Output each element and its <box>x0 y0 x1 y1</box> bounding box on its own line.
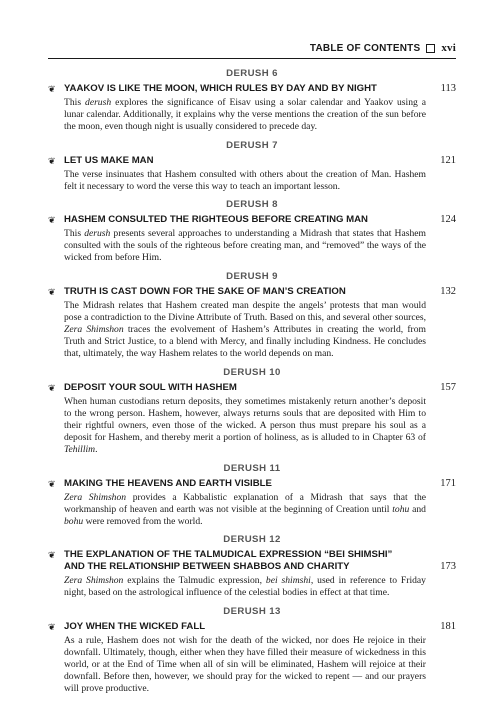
entry-title-line: DEPOSIT YOUR SOUL WITH HASHEM <box>64 381 237 393</box>
entry-title-line: TRUTH IS CAST DOWN FOR THE SAKE OF MAN’S CREATION <box>64 285 346 297</box>
entry-description: The verse insinuates that Hashem consulted with others about the creation of Man. Hashem felt it necessary to word the verse this way to teach an important lesson. <box>64 168 426 192</box>
derush-label: DERUSH 10 <box>223 366 281 378</box>
italic-term: derush <box>84 228 111 240</box>
entry-title-line: JOY WHEN THE WICKED FALL <box>64 620 206 632</box>
entry-description: When human custodians return deposits, they sometimes mistakenly return another’s deposit to the wrong person. Hashem, however, always returns souls that are deposited with Him to their rightful owners, even those of the wicked. A person thus must prepare his soul as a deposit for Hashem, and thereby merit a portion of holiness, as is alluded to in Chapter 63 of Tehillim. <box>64 395 426 456</box>
fleuron-icon: ❦ <box>48 286 56 297</box>
entry-title[interactable] <box>48 382 426 394</box>
entry-heading-row <box>48 286 456 298</box>
entry-description: Zera Shimshon provides a Kabbalistic explanation of a Midrash that says that the workmanship of heaven and earth was not visible at the beginning of Creation until tohu and bohu were removed from the world. <box>64 491 426 528</box>
derush-label: DERUSH 13 <box>223 605 281 617</box>
toc-entry <box>48 140 456 193</box>
derush-label: DERUSH 7 <box>226 139 278 151</box>
entry-heading-row <box>48 621 456 633</box>
entry-page-number[interactable]: 132 <box>440 285 456 297</box>
entry-description: This derush presents several approaches to understanding a Midrash that states that Hashem consulted with the souls of the righteous before creating man, and “removed” the ways of the wicked from before Him. <box>64 228 426 264</box>
italic-term: derush <box>85 97 112 108</box>
entry-title[interactable] <box>48 549 426 573</box>
fleuron-icon: ❦ <box>48 550 56 561</box>
entry-page-number[interactable]: 113 <box>440 83 456 94</box>
entry-heading-row <box>48 155 456 167</box>
header-rule <box>48 58 456 59</box>
entry-page-number[interactable]: 171 <box>440 477 456 489</box>
entry-title[interactable] <box>48 478 426 490</box>
entry-description: This derush explores the significance of Eisav using a solar calendar and Yaakov using a lunar calendar. Additionally, it explains why the verse mentions the creation of the sun before the moon, even though night is usually considered to precede day. <box>64 97 426 133</box>
entry-page-number[interactable]: 181 <box>440 620 456 632</box>
entry-description: The Midrash relates that Hashem created man despite the angels’ protests that man would pose a contradiction to the Divine Attribute of Truth. Based on this, and several other sources, Zera Shimshon traces the evolvement of Hashem’s Attributes in creating the world, from Truth and Strict Justice, to a blend with Mercy, and finally including Kindness. He concludes that, ultimately, the way Hashem relates to the world depends on man. <box>64 299 426 360</box>
entry-description: Zera Shimshon explains the Talmudic expression, bei shimshi, used in reference to Friday night, based on the astrological influence of the celestial bodies in effect at that time. <box>64 575 426 599</box>
derush-label: DERUSH 9 <box>226 270 278 282</box>
derush-label: DERUSH 6 <box>226 68 278 79</box>
fleuron-icon: ❦ <box>48 155 56 166</box>
toc-entries <box>48 66 456 702</box>
italic-term: Zera Shimshon <box>64 491 127 503</box>
fleuron-icon: ❦ <box>48 215 56 226</box>
square-ornament-icon <box>426 44 435 53</box>
entry-title-line: LET US MAKE MAN <box>64 154 154 166</box>
entry-heading-row <box>48 83 456 95</box>
entry-title[interactable] <box>48 155 426 167</box>
derush-label: DERUSH 8 <box>226 199 278 211</box>
toc-entry <box>48 271 456 361</box>
running-head-title: TABLE OF CONTENTS <box>309 42 421 54</box>
running-head-page-number: xvi <box>441 42 456 54</box>
running-head <box>310 42 456 54</box>
italic-term: Zera Shimshon <box>64 575 124 587</box>
italic-term: bohu <box>64 516 84 528</box>
toc-entry <box>48 199 456 265</box>
fleuron-icon: ❦ <box>48 478 56 489</box>
entry-page-number[interactable]: 124 <box>440 214 456 226</box>
derush-label: DERUSH 11 <box>223 462 281 474</box>
entry-heading-row <box>48 382 456 394</box>
entry-page-number[interactable]: 121 <box>440 154 456 166</box>
fleuron-icon: ❦ <box>48 382 56 393</box>
entry-heading-row <box>48 549 456 573</box>
toc-entry <box>48 606 456 696</box>
toc-entry <box>48 463 456 529</box>
entry-title[interactable] <box>48 83 426 95</box>
entry-title-line: AND THE RELATIONSHIP BETWEEN SHABBOS AND CHARITY <box>64 561 350 573</box>
entry-page-number[interactable]: 157 <box>440 381 456 393</box>
entry-title-line: HASHEM CONSULTED THE RIGHTEOUS BEFORE CREATING MAN <box>64 214 368 226</box>
entry-title[interactable] <box>48 286 426 298</box>
fleuron-icon: ❦ <box>48 84 56 94</box>
fleuron-icon: ❦ <box>48 621 56 632</box>
italic-term: tohu <box>392 503 410 515</box>
derush-label: DERUSH 12 <box>223 534 281 546</box>
entry-title-line: YAAKOV IS LIKE THE MOON, WHICH RULES BY DAY AND BY NIGHT <box>64 83 377 94</box>
entry-title[interactable] <box>48 621 426 633</box>
entry-description: As a rule, Hashem does not wish for the death of the wicked, nor does He rejoice in their downfall. Ultimately, though, either when they have filled their measure of wickedness in this world, or at the End of Time when all of sin will be eliminated, Hashem will rejoice at their downfall. Before then, however, we should pray for the wicked to repent — and our prayers will prove productive. <box>64 634 426 695</box>
entry-title[interactable] <box>48 214 426 226</box>
entry-page-number[interactable]: 173 <box>440 561 456 573</box>
toc-entry <box>48 534 456 599</box>
italic-term: Zera Shimshon <box>64 324 124 336</box>
italic-term: bei shimshi <box>265 575 311 587</box>
entry-heading-row <box>48 214 456 226</box>
toc-entry <box>48 367 456 457</box>
entry-heading-row <box>48 478 456 490</box>
toc-entry <box>48 68 456 134</box>
italic-term: Tehillim <box>64 444 96 456</box>
entry-title-line: MAKING THE HEAVENS AND EARTH VISIBLE <box>64 477 272 489</box>
entry-title-line: THE EXPLANATION OF THE TALMUDICAL EXPRESSION “BEI SHIMSHI” <box>64 549 393 561</box>
